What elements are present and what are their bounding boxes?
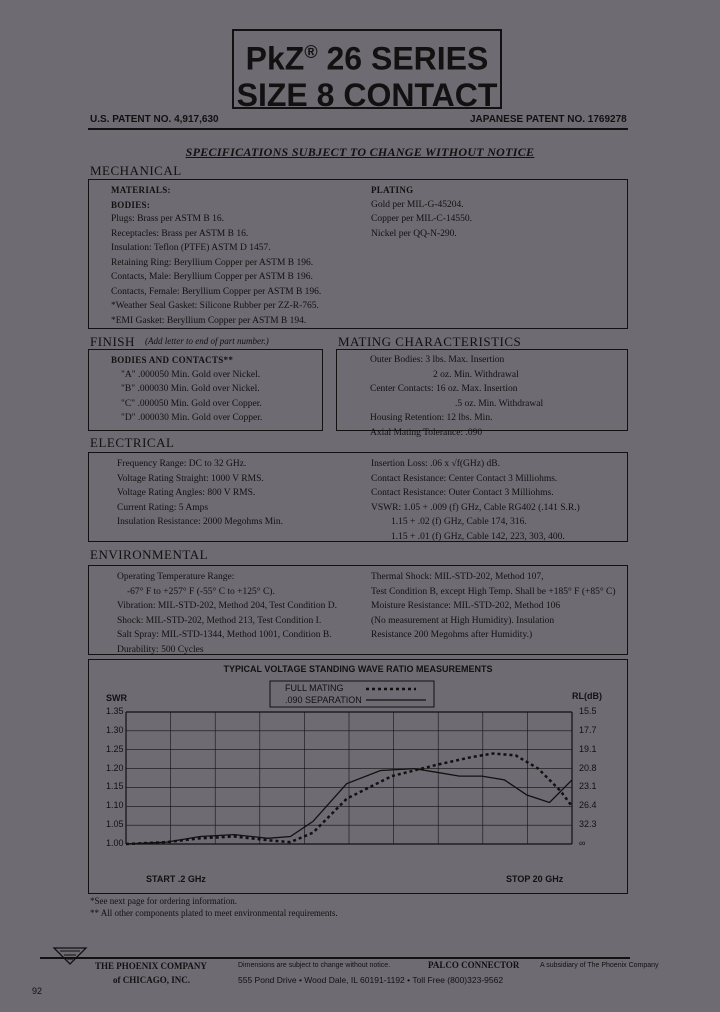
text-line: Plugs: Brass per ASTM B 16. [111, 214, 224, 224]
y2-tick-label: 15.5 [579, 706, 597, 716]
text-line: Contact Resistance: Center Contact 3 Milliohms. [371, 473, 558, 484]
electrical-left [117, 457, 283, 530]
y-tick-label: 1.20 [106, 762, 124, 773]
environmental-heading: ENVIRONMENTAL [90, 547, 209, 562]
mechanical-materials [111, 183, 321, 328]
text-line: Insertion Loss: .06 x √f(GHz) dB. [371, 459, 500, 469]
title-box [232, 29, 502, 113]
text-line: Contacts, Male: Beryllium Copper per ASTM B 196. [111, 272, 313, 282]
text-line: Outer Bodies: 3 lbs. Max. Insertion [370, 355, 505, 365]
text-line: "B" .000030 Min. Gold over Nickel. [121, 384, 260, 394]
title-line-1: PkZ® 26 SERIES [245, 40, 489, 77]
text-line: Axial Mating Tolerance: .090 [370, 427, 483, 438]
environmental-right [371, 570, 616, 643]
text-line: Contacts, Female: Beryllium Copper per ASTM B 196. [111, 286, 322, 297]
text-line: 1.15 + .02 (f) GHz, Cable 174, 316. [391, 517, 527, 527]
phoenix-logo-icon [52, 944, 88, 966]
title-line-2: SIZE 8 CONTACT [236, 76, 498, 113]
text-line: PLATING [371, 185, 414, 195]
text-line: Current Rating: 5 Amps [117, 502, 209, 513]
text-line: Shock: MIL-STD-202, Method 213, Test Condition I. [117, 615, 322, 626]
y2-axis-label: RL(dB) [572, 691, 602, 701]
mechanical-heading: MECHANICAL [90, 163, 182, 178]
text-line: Thermal Shock: MIL-STD-202, Method 107, [371, 572, 544, 582]
chart-title: TYPICAL VOLTAGE STANDING WAVE RATIO MEASUREMENTS [223, 664, 493, 674]
legend-full-mating: FULL MATING [285, 683, 344, 693]
us-patent: U.S. PATENT NO. 4,917,630 [90, 114, 219, 125]
text-line: Insulation Resistance: 2000 Megohms Min. [117, 517, 283, 527]
y2-tick-label: 20.8 [579, 762, 597, 773]
text-line: Gold per MIL-G-45204. [371, 199, 464, 210]
mating-box [336, 349, 628, 438]
chart-grid [126, 712, 572, 844]
text-line: .5 oz. Min. Withdrawal [455, 398, 544, 409]
company-city: of CHICAGO, INC. [113, 975, 191, 985]
text-line: *EMI Gasket: Beryllium Copper per ASTM B 194. [111, 315, 307, 326]
y2-tick-label: 26.4 [579, 800, 597, 811]
footer-rule [40, 957, 630, 959]
footer-subsidiary: A subsidiary of The Phoenix Company [540, 962, 659, 969]
text-line: Copper per MIL-C-14550. [371, 214, 473, 224]
text-line: 2 oz. Min. Withdrawal [433, 369, 519, 380]
text-line: "A" .000050 Min. Gold over Nickel. [121, 369, 261, 380]
text-line: Frequency Range: DC to 32 GHz. [117, 459, 247, 469]
text-line: Vibration: MIL-STD-202, Method 204, Test Condition D. [117, 601, 337, 611]
finish-lines [111, 353, 262, 426]
company-name: THE PHOENIX COMPANY [95, 961, 207, 971]
finish-box [88, 349, 323, 431]
note-1: *See next page for ordering information. [90, 896, 237, 906]
mating-lines [370, 353, 543, 440]
text-line: "D" .000030 Min. Gold over Copper. [121, 413, 263, 423]
y-tick-label: 1.25 [106, 743, 124, 754]
text-line: Housing Retention: 12 lbs. Min. [370, 413, 493, 423]
footer-address: 555 Pond Drive • Wood Dale, IL 60191-1192 • Toll Free (800)323-9562 [238, 975, 504, 985]
legend-separation: .090 SEPARATION [285, 695, 362, 705]
finish-note: (Add letter to end of part number.) [145, 336, 269, 346]
notice: SPECIFICATIONS SUBJECT TO CHANGE WITHOUT NOTICE [185, 145, 535, 159]
text-line: Test Condition B, except High Temp. Shall be +185° F (+85° C) [371, 586, 616, 597]
y-tick-label: 1.15 [106, 781, 124, 792]
text-line: Durability: 500 Cycles [117, 644, 204, 655]
footer-disclaimer: Dimensions are subject to change without notice. [238, 962, 391, 969]
text-line: MATERIALS: [111, 185, 171, 195]
y-tick-label: 1.10 [106, 800, 124, 811]
page-number: 92 [32, 986, 43, 996]
y2-tick-label: ∞ [579, 838, 586, 848]
y-tick-label: 1.05 [106, 819, 124, 830]
text-line: Nickel per QQ-N-290. [371, 228, 457, 239]
text-line: (No measurement at High Humidity). Insulation [371, 615, 555, 626]
text-line: 1.15 + .01 (f) GHz, Cable 142, 223, 303, 400. [391, 531, 565, 542]
text-line: BODIES AND CONTACTS** [111, 355, 234, 365]
y-tick-label: 1.30 [106, 724, 124, 735]
text-line: VSWR: 1.05 + .009 (f) GHz, Cable RG402 (.141 S.R.) [371, 502, 580, 513]
text-line: BODIES: [111, 199, 151, 210]
text-line: "C" .000050 Min. Gold over Copper. [121, 398, 262, 409]
y-axis-label: SWR [106, 693, 127, 703]
text-line: -67° F to +257° F (-55° C to +125° C). [127, 586, 275, 597]
text-line: Salt Spray: MIL-STD-1344, Method 1001, Condition B. [117, 630, 332, 640]
y2-tick-label: 23.1 [579, 781, 597, 792]
text-line: Voltage Rating Angles: 800 V RMS. [117, 488, 256, 498]
text-line: Insulation: Teflon (PTFE) ASTM D 1457. [111, 243, 271, 253]
finish-heading: FINISH [90, 334, 135, 349]
x-start-label: START .2 GHz [146, 874, 206, 884]
x-stop-label: STOP 20 GHz [506, 874, 564, 884]
y2-tick-label: 19.1 [579, 743, 597, 754]
text-line: Center Contacts: 16 oz. Max. Insertion [370, 384, 518, 394]
electrical-heading: ELECTRICAL [90, 435, 175, 450]
y2-tick-label: 32.3 [579, 819, 597, 830]
environmental-left [117, 570, 337, 657]
text-line: Contact Resistance: Outer Contact 3 Milliohms. [371, 488, 554, 498]
text-line: Voltage Rating Straight: 1000 V RMS. [117, 473, 264, 484]
y-tick-label: 1.35 [106, 706, 124, 716]
y2-tick-label: 17.7 [579, 724, 597, 735]
y-tick-label: 1.00 [106, 838, 124, 848]
mechanical-box [88, 179, 628, 329]
electrical-box [88, 452, 628, 542]
text-line: Retaining Ring: Beryllium Copper per ASTM B 196. [111, 257, 314, 268]
text-line: Receptacles: Brass per ASTM B 16. [111, 228, 249, 239]
header-rule [88, 128, 628, 130]
note-2: ** All other components plated to meet environmental requirements. [90, 908, 338, 918]
text-line: Resistance 200 Megohms after Humidity.) [371, 630, 533, 640]
mechanical-plating [371, 183, 472, 241]
text-line: Moisture Resistance: MIL-STD-202, Method 106 [371, 601, 561, 611]
environmental-box [88, 565, 628, 655]
electrical-right [371, 457, 580, 544]
palco-connector: PALCO CONNECTOR [428, 960, 520, 970]
text-line: *Weather Seal Gasket: Silicone Rubber per ZZ-R-765. [111, 301, 319, 311]
jp-patent: JAPANESE PATENT NO. 1769278 [470, 114, 627, 125]
text-line: Operating Temperature Range: [117, 572, 235, 582]
mating-heading: MATING CHARACTERISTICS [338, 334, 522, 349]
